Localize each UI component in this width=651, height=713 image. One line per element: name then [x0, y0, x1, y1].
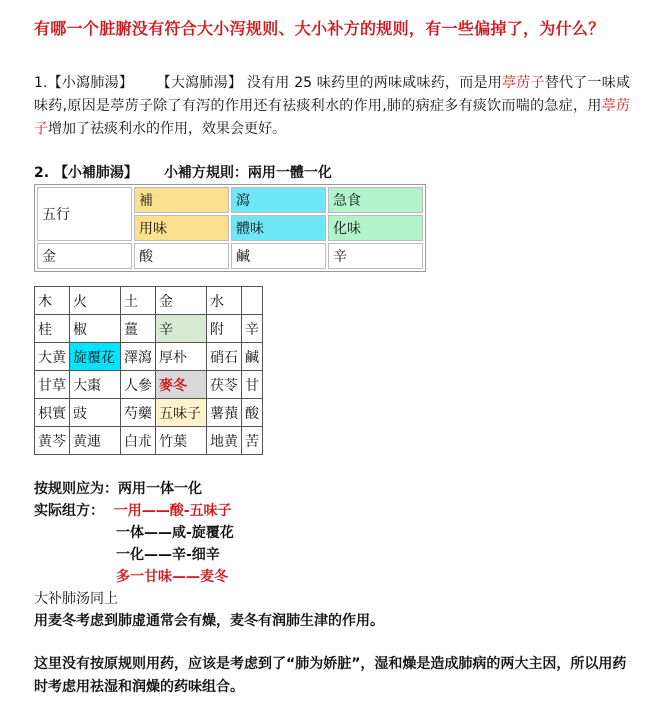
- table-cell: 瀉: [231, 187, 326, 213]
- table-cell: 酸: [242, 399, 263, 427]
- table-cell: 硝石: [207, 343, 242, 371]
- table-cell: 補: [134, 187, 229, 213]
- formula-notes: [34, 478, 634, 632]
- formula-line-3: 一化——辛-细辛: [116, 547, 220, 563]
- table-cell: 體味: [231, 215, 326, 241]
- text-segment: 增加了祛痰利水的作用，效果会更好。: [48, 121, 286, 137]
- table-cell: 薑: [121, 315, 156, 343]
- conclusion-paragraph: 这里没有按原规则用药，应该是考虑到了“肺为娇脏”，湿和燥是造成肺病的两大主因，所以用药时考虑用祛湿和润燥的药味组合。: [34, 656, 627, 695]
- table-cell: 酸: [134, 243, 229, 269]
- table-cell: 枳實: [35, 399, 70, 427]
- table-cell: 用味: [134, 215, 229, 241]
- five-phase-table: [34, 184, 426, 272]
- text-segment: 替代了一味咸味药,原因是葶苈子除了有泻的作用还有祛痰利水的作用,肺的病症多有痰饮而喘的急症，用: [34, 75, 631, 114]
- table-cell: 大黄: [35, 343, 70, 371]
- table-cell: 大棗: [70, 371, 121, 399]
- item-number: 1.: [34, 75, 48, 91]
- table-cell: 椒: [70, 315, 121, 343]
- header-cell: [242, 287, 263, 315]
- xiao-xie-label: 【小瀉肺湯】: [47, 75, 134, 91]
- table-cell: 鹹: [242, 343, 263, 371]
- herb-table: [34, 286, 263, 455]
- table-cell: 麥冬: [156, 371, 207, 399]
- xiao-bu-rule: 小補方規則：兩用一體一化: [163, 165, 332, 181]
- table-row: [35, 427, 263, 455]
- table-cell: 化味: [328, 215, 423, 241]
- table-cell: 黄芩: [35, 427, 70, 455]
- xiao-bu-label: 【小補肺湯】: [53, 165, 138, 181]
- header-cell: 木: [35, 287, 70, 315]
- actual-formula-label: 实际组方：: [34, 503, 104, 519]
- table-cell: 人參: [121, 371, 156, 399]
- paragraph-xiao-xie-fei-tang: [34, 72, 630, 141]
- table-cell: 厚朴: [156, 343, 207, 371]
- table-cell: 甘: [242, 371, 263, 399]
- table-cell: 五味子: [156, 399, 207, 427]
- table-cell: 芍藥: [121, 399, 156, 427]
- table-cell: 辛: [328, 243, 423, 269]
- table-cell: 桂: [35, 315, 70, 343]
- header-cell: 金: [156, 287, 207, 315]
- table-cell: 金: [37, 243, 132, 269]
- table-row: [35, 371, 263, 399]
- maidong-note: 用麦冬考虑到肺虚通常会有燥，麦冬有润肺生津的作用。: [34, 613, 384, 629]
- header-cell: 火: [70, 287, 121, 315]
- header-cell: 水: [207, 287, 242, 315]
- table-cell: 鹹: [231, 243, 326, 269]
- formula-line-4: 多一甘味——麦冬: [116, 569, 228, 585]
- header-cell: 土: [121, 287, 156, 315]
- table-cell: 附: [207, 315, 242, 343]
- herb-tinglizi: 葶苈子: [502, 75, 545, 91]
- actual-formula-line: [34, 500, 634, 522]
- table-row: [37, 187, 423, 213]
- formula-line-2: 一体——咸-旋覆花: [116, 525, 234, 541]
- table-cell: 竹葉: [156, 427, 207, 455]
- table-row: [35, 315, 263, 343]
- table-row: [35, 343, 263, 371]
- table-cell: 茯苓: [207, 371, 242, 399]
- table-cell: 辛: [156, 315, 207, 343]
- section-xiao-bu-fei-tang: [34, 162, 332, 182]
- text-segment: 没有用 25 味药里的两味咸味药，而是用: [246, 75, 503, 91]
- herb-tinglizi: 葶苈子: [34, 98, 630, 137]
- table-cell: 苦: [242, 427, 263, 455]
- table-cell: 地黄: [207, 427, 242, 455]
- item-number: 2.: [34, 165, 50, 181]
- table-cell: 黄連: [70, 427, 121, 455]
- table-row: [37, 243, 423, 269]
- table-cell: 五行: [37, 187, 132, 241]
- table-cell: 甘草: [35, 371, 70, 399]
- table-cell: 辛: [242, 315, 263, 343]
- table-cell: 白朮: [121, 427, 156, 455]
- page-title: 有哪一个脏腑没有符合大小泻规则、大小补方的规则，有一些偏掉了，为什么？: [34, 19, 605, 38]
- da-bu-fei-tang-note: 大补肺汤同上: [34, 591, 118, 607]
- table-cell: 急食: [328, 187, 423, 213]
- da-xie-label: 【大瀉肺湯】: [156, 75, 243, 91]
- table-row: [35, 399, 263, 427]
- formula-line-1: 一用——酸-五味子: [113, 503, 232, 519]
- table-cell: 澤瀉: [121, 343, 156, 371]
- table-header-row: [35, 287, 263, 315]
- table-cell: 旋覆花: [70, 343, 121, 371]
- rule-line: 按规则应为：两用一体一化: [34, 481, 202, 497]
- table-cell: 豉: [70, 399, 121, 427]
- table-cell: 薯蕷: [207, 399, 242, 427]
